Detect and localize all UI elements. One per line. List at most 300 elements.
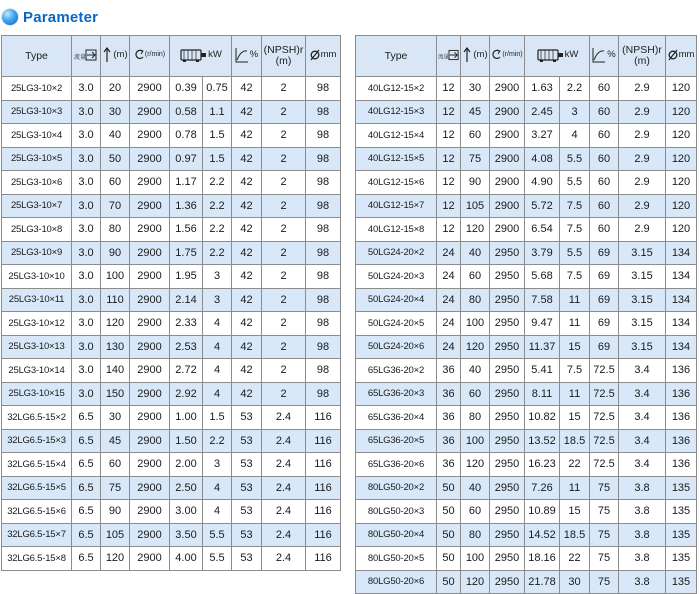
table-row xyxy=(2,429,341,453)
cell-flow: 3.0 xyxy=(72,312,101,336)
cell-speed: 2900 xyxy=(130,335,170,359)
header-speed xyxy=(130,36,170,77)
cell-efficiency: 42 xyxy=(232,288,262,312)
power-unit: kW xyxy=(564,49,579,60)
cell-type: 25LG3-10×9 xyxy=(2,241,72,265)
cell-head: 40 xyxy=(101,124,130,148)
cell-type: 25LG3-10×4 xyxy=(2,124,72,148)
cell-npsh: 2.4 xyxy=(262,453,306,477)
cell-speed: 2900 xyxy=(130,194,170,218)
cell-npsh: 2.4 xyxy=(262,476,306,500)
cell-efficiency: 53 xyxy=(232,453,262,477)
cell-flow: 36 xyxy=(437,429,461,453)
section-heading xyxy=(2,6,98,28)
cell-efficiency: 60 xyxy=(590,218,619,242)
cell-npsh: 3.4 xyxy=(619,406,666,430)
cell-speed: 2900 xyxy=(130,265,170,289)
cell-head: 100 xyxy=(461,547,490,571)
cell-flow: 3.0 xyxy=(72,288,101,312)
cell-shaft-power: 1.17 xyxy=(170,171,203,195)
cell-type: 25LG3-10×7 xyxy=(2,194,72,218)
header-efficiency xyxy=(232,36,262,77)
cell-npsh: 2.9 xyxy=(619,194,666,218)
cell-type: 40LG12-15×3 xyxy=(356,100,437,124)
cell-efficiency: 72.5 xyxy=(590,406,619,430)
cell-flow: 50 xyxy=(437,523,461,547)
cell-efficiency: 72.5 xyxy=(590,382,619,406)
cell-speed: 2900 xyxy=(490,147,525,171)
flow-rate-icon xyxy=(74,47,98,63)
cell-motor-power: 18.5 xyxy=(560,429,590,453)
cell-diameter: 120 xyxy=(666,194,697,218)
cell-npsh: 2 xyxy=(262,77,306,101)
table-row xyxy=(2,523,341,547)
cell-motor-power: 1.1 xyxy=(203,100,232,124)
cell-shaft-power: 4.08 xyxy=(525,147,560,171)
cell-head: 90 xyxy=(101,500,130,524)
cell-diameter: 120 xyxy=(666,100,697,124)
cell-speed: 2900 xyxy=(130,312,170,336)
svg-text:流量: 流量 xyxy=(437,54,449,61)
cell-shaft-power: 1.36 xyxy=(170,194,203,218)
header-diameter xyxy=(306,36,341,77)
cell-shaft-power: 3.27 xyxy=(525,124,560,148)
cell-efficiency: 42 xyxy=(232,218,262,242)
cell-speed: 2900 xyxy=(130,500,170,524)
cell-flow: 12 xyxy=(437,124,461,148)
cell-efficiency: 75 xyxy=(590,500,619,524)
cell-head: 60 xyxy=(461,124,490,148)
cell-diameter: 116 xyxy=(306,406,341,430)
cell-shaft-power: 3.50 xyxy=(170,523,203,547)
cell-shaft-power: 3.79 xyxy=(525,241,560,265)
table-row xyxy=(2,288,341,312)
cell-speed: 2950 xyxy=(490,382,525,406)
table-row xyxy=(2,241,341,265)
cell-diameter: 134 xyxy=(666,335,697,359)
cell-type: 80LG50-20×4 xyxy=(356,523,437,547)
cell-npsh: 2.9 xyxy=(619,218,666,242)
cell-shaft-power: 10.89 xyxy=(525,500,560,524)
motor-icon xyxy=(179,47,207,63)
cell-speed: 2900 xyxy=(130,171,170,195)
cell-type: 65LG36-20×3 xyxy=(356,382,437,406)
table-row xyxy=(356,194,697,218)
cell-diameter: 134 xyxy=(666,265,697,289)
cell-head: 110 xyxy=(101,288,130,312)
cell-efficiency: 53 xyxy=(232,547,262,571)
cell-type: 40LG12-15×8 xyxy=(356,218,437,242)
cell-type: 50LG24-20×4 xyxy=(356,288,437,312)
cell-type: 40LG12-15×5 xyxy=(356,147,437,171)
cell-speed: 2900 xyxy=(130,359,170,383)
cell-flow: 3.0 xyxy=(72,382,101,406)
table-row xyxy=(356,476,697,500)
cell-motor-power: 2.2 xyxy=(560,77,590,101)
table-row xyxy=(356,77,697,101)
cell-head: 120 xyxy=(461,335,490,359)
cell-head: 20 xyxy=(101,77,130,101)
cell-diameter: 116 xyxy=(306,547,341,571)
cell-speed: 2950 xyxy=(490,265,525,289)
table-row xyxy=(2,453,341,477)
table-row xyxy=(356,218,697,242)
cell-npsh: 3.4 xyxy=(619,382,666,406)
cell-type: 40LG12-15×7 xyxy=(356,194,437,218)
cell-speed: 2900 xyxy=(490,218,525,242)
cell-type: 80LG50-20×2 xyxy=(356,476,437,500)
cell-diameter: 120 xyxy=(666,218,697,242)
cell-head: 30 xyxy=(461,77,490,101)
cell-efficiency: 42 xyxy=(232,382,262,406)
cell-head: 40 xyxy=(461,241,490,265)
cell-type: 80LG50-20×5 xyxy=(356,547,437,571)
cell-shaft-power: 5.68 xyxy=(525,265,560,289)
table-row xyxy=(356,312,697,336)
header-speed xyxy=(490,36,525,77)
cell-head: 100 xyxy=(461,429,490,453)
table-row xyxy=(2,77,341,101)
cell-npsh: 2 xyxy=(262,218,306,242)
cell-speed: 2900 xyxy=(130,429,170,453)
cell-npsh: 2 xyxy=(262,312,306,336)
cell-motor-power: 5.5 xyxy=(560,171,590,195)
cell-diameter: 135 xyxy=(666,500,697,524)
cell-motor-power: 7.5 xyxy=(560,265,590,289)
cell-motor-power: 11 xyxy=(560,476,590,500)
cell-shaft-power: 4.90 xyxy=(525,171,560,195)
cell-motor-power: 11 xyxy=(560,288,590,312)
cell-efficiency: 69 xyxy=(590,241,619,265)
table-row xyxy=(2,265,341,289)
cell-shaft-power: 1.95 xyxy=(170,265,203,289)
cell-head: 105 xyxy=(101,523,130,547)
cell-motor-power: 1.5 xyxy=(203,147,232,171)
cell-head: 40 xyxy=(461,359,490,383)
flow-rate-icon xyxy=(438,47,460,63)
cell-speed: 2950 xyxy=(490,288,525,312)
table-row xyxy=(356,453,697,477)
cell-efficiency: 75 xyxy=(590,476,619,500)
cell-speed: 2900 xyxy=(130,476,170,500)
cell-efficiency: 60 xyxy=(590,147,619,171)
cell-flow: 12 xyxy=(437,171,461,195)
header-type: Type xyxy=(356,36,437,77)
cell-head: 60 xyxy=(101,453,130,477)
cell-efficiency: 69 xyxy=(590,335,619,359)
cell-motor-power: 15 xyxy=(560,500,590,524)
table-row xyxy=(356,570,697,594)
cell-head: 140 xyxy=(101,359,130,383)
header-head xyxy=(101,36,130,77)
cell-shaft-power: 2.00 xyxy=(170,453,203,477)
cell-shaft-power: 8.11 xyxy=(525,382,560,406)
cell-shaft-power: 1.75 xyxy=(170,241,203,265)
cell-efficiency: 60 xyxy=(590,194,619,218)
cell-speed: 2900 xyxy=(130,547,170,571)
cell-flow: 6.5 xyxy=(72,523,101,547)
cell-flow: 6.5 xyxy=(72,500,101,524)
cell-diameter: 120 xyxy=(666,147,697,171)
cell-flow: 6.5 xyxy=(72,453,101,477)
cell-flow: 6.5 xyxy=(72,476,101,500)
cell-motor-power: 7.5 xyxy=(560,194,590,218)
cell-speed: 2900 xyxy=(490,100,525,124)
cell-shaft-power: 14.52 xyxy=(525,523,560,547)
cell-npsh: 3.15 xyxy=(619,241,666,265)
cell-speed: 2950 xyxy=(490,570,525,594)
cell-flow: 3.0 xyxy=(72,77,101,101)
npsh-unit: (m) xyxy=(275,55,292,67)
cell-efficiency: 42 xyxy=(232,265,262,289)
cell-head: 90 xyxy=(101,241,130,265)
cell-speed: 2950 xyxy=(490,429,525,453)
cell-flow: 6.5 xyxy=(72,406,101,430)
cell-shaft-power: 1.00 xyxy=(170,406,203,430)
cell-diameter: 136 xyxy=(666,453,697,477)
cell-type: 50LG24-20×6 xyxy=(356,335,437,359)
cell-head: 120 xyxy=(461,570,490,594)
cell-shaft-power: 0.58 xyxy=(170,100,203,124)
rotation-speed-icon xyxy=(491,47,501,63)
diameter-unit: mm xyxy=(320,49,337,60)
head-arrow-icon xyxy=(462,47,472,63)
cell-type: 50LG24-20×2 xyxy=(356,241,437,265)
cell-motor-power: 5.5 xyxy=(560,241,590,265)
cell-motor-power: 3 xyxy=(560,100,590,124)
table-row xyxy=(2,500,341,524)
cell-shaft-power: 2.14 xyxy=(170,288,203,312)
cell-flow: 3.0 xyxy=(72,335,101,359)
cell-flow: 3.0 xyxy=(72,359,101,383)
cell-diameter: 116 xyxy=(306,476,341,500)
table-row xyxy=(356,500,697,524)
cell-npsh: 2.9 xyxy=(619,171,666,195)
cell-motor-power: 2.2 xyxy=(203,429,232,453)
cell-efficiency: 53 xyxy=(232,523,262,547)
cell-flow: 12 xyxy=(437,218,461,242)
cell-diameter: 98 xyxy=(306,147,341,171)
cell-speed: 2900 xyxy=(130,288,170,312)
cell-shaft-power: 2.50 xyxy=(170,476,203,500)
table-row xyxy=(356,523,697,547)
cell-shaft-power: 5.41 xyxy=(525,359,560,383)
cell-flow: 6.5 xyxy=(72,429,101,453)
cell-type: 50LG24-20×5 xyxy=(356,312,437,336)
table-row xyxy=(356,288,697,312)
cell-type: 25LG3-10×14 xyxy=(2,359,72,383)
cell-speed: 2900 xyxy=(130,124,170,148)
cell-diameter: 136 xyxy=(666,382,697,406)
cell-motor-power: 5.5 xyxy=(560,147,590,171)
cell-motor-power: 3 xyxy=(203,453,232,477)
head-unit: (m) xyxy=(113,49,128,60)
cell-npsh: 2 xyxy=(262,100,306,124)
cell-type: 32LG6.5-15×4 xyxy=(2,453,72,477)
cell-flow: 36 xyxy=(437,406,461,430)
cell-head: 40 xyxy=(461,476,490,500)
cell-efficiency: 75 xyxy=(590,570,619,594)
cell-shaft-power: 7.26 xyxy=(525,476,560,500)
cell-npsh: 2.4 xyxy=(262,500,306,524)
cell-diameter: 120 xyxy=(666,124,697,148)
cell-speed: 2900 xyxy=(490,77,525,101)
parameter-table-right xyxy=(355,35,697,594)
table-row xyxy=(2,100,341,124)
cell-diameter: 98 xyxy=(306,77,341,101)
cell-npsh: 3.15 xyxy=(619,288,666,312)
cell-npsh: 2.9 xyxy=(619,147,666,171)
cell-flow: 12 xyxy=(437,194,461,218)
cell-motor-power: 1.5 xyxy=(203,406,232,430)
cell-shaft-power: 5.72 xyxy=(525,194,560,218)
cell-shaft-power: 0.78 xyxy=(170,124,203,148)
section-title: Parameter xyxy=(23,8,99,26)
cell-type: 80LG50-20×6 xyxy=(356,570,437,594)
cell-head: 80 xyxy=(461,406,490,430)
cell-motor-power: 11 xyxy=(560,312,590,336)
cell-efficiency: 42 xyxy=(232,335,262,359)
cell-diameter: 134 xyxy=(666,241,697,265)
cell-flow: 24 xyxy=(437,265,461,289)
cell-shaft-power: 2.53 xyxy=(170,335,203,359)
cell-type: 32LG6.5-15×8 xyxy=(2,547,72,571)
cell-head: 90 xyxy=(461,171,490,195)
cell-diameter: 98 xyxy=(306,359,341,383)
cell-diameter: 98 xyxy=(306,382,341,406)
cell-flow: 24 xyxy=(437,241,461,265)
header-power xyxy=(525,36,590,77)
cell-npsh: 3.8 xyxy=(619,547,666,571)
cell-motor-power: 4 xyxy=(203,335,232,359)
header-type: Type xyxy=(2,36,72,77)
cell-type: 65LG36-20×2 xyxy=(356,359,437,383)
cell-diameter: 134 xyxy=(666,288,697,312)
cell-type: 80LG50-20×3 xyxy=(356,500,437,524)
cell-motor-power: 22 xyxy=(560,547,590,571)
cell-npsh: 2.9 xyxy=(619,100,666,124)
cell-diameter: 136 xyxy=(666,429,697,453)
cell-shaft-power: 1.50 xyxy=(170,429,203,453)
cell-motor-power: 22 xyxy=(560,453,590,477)
table-row xyxy=(2,194,341,218)
cell-shaft-power: 21.78 xyxy=(525,570,560,594)
cell-type: 25LG3-10×15 xyxy=(2,382,72,406)
cell-head: 60 xyxy=(461,265,490,289)
table-row xyxy=(356,382,697,406)
cell-efficiency: 42 xyxy=(232,312,262,336)
cell-head: 80 xyxy=(101,218,130,242)
table-row xyxy=(2,382,341,406)
cell-head: 100 xyxy=(101,265,130,289)
cell-flow: 50 xyxy=(437,476,461,500)
cell-shaft-power: 7.58 xyxy=(525,288,560,312)
cell-speed: 2950 xyxy=(490,335,525,359)
cell-npsh: 2 xyxy=(262,171,306,195)
cell-speed: 2950 xyxy=(490,241,525,265)
cell-speed: 2900 xyxy=(130,77,170,101)
cell-type: 65LG36-20×5 xyxy=(356,429,437,453)
cell-speed: 2950 xyxy=(490,523,525,547)
cell-npsh: 3.15 xyxy=(619,265,666,289)
efficiency-curve-icon xyxy=(235,47,249,63)
cell-flow: 24 xyxy=(437,312,461,336)
table-row xyxy=(2,335,341,359)
cell-head: 120 xyxy=(101,312,130,336)
header-flow xyxy=(437,36,461,77)
cell-type: 32LG6.5-15×5 xyxy=(2,476,72,500)
table-row xyxy=(2,476,341,500)
cell-efficiency: 69 xyxy=(590,265,619,289)
table-row xyxy=(2,147,341,171)
cell-motor-power: 0.75 xyxy=(203,77,232,101)
cell-shaft-power: 2.92 xyxy=(170,382,203,406)
cell-diameter: 98 xyxy=(306,124,341,148)
cell-head: 80 xyxy=(461,523,490,547)
cell-type: 25LG3-10×5 xyxy=(2,147,72,171)
efficiency-unit: % xyxy=(249,49,259,60)
cell-npsh: 3.8 xyxy=(619,523,666,547)
cell-shaft-power: 1.56 xyxy=(170,218,203,242)
cell-diameter: 98 xyxy=(306,288,341,312)
cell-shaft-power: 18.16 xyxy=(525,547,560,571)
cell-flow: 12 xyxy=(437,147,461,171)
cell-shaft-power: 3.00 xyxy=(170,500,203,524)
cell-head: 70 xyxy=(101,194,130,218)
cell-head: 100 xyxy=(461,312,490,336)
cell-shaft-power: 0.97 xyxy=(170,147,203,171)
header-head xyxy=(461,36,490,77)
cell-speed: 2950 xyxy=(490,453,525,477)
cell-efficiency: 69 xyxy=(590,288,619,312)
cell-efficiency: 42 xyxy=(232,147,262,171)
cell-motor-power: 2.2 xyxy=(203,241,232,265)
cell-shaft-power: 9.47 xyxy=(525,312,560,336)
cell-type: 50LG24-20×3 xyxy=(356,265,437,289)
cell-motor-power: 2.2 xyxy=(203,171,232,195)
cell-speed: 2950 xyxy=(490,547,525,571)
cell-npsh: 3.8 xyxy=(619,570,666,594)
cell-efficiency: 53 xyxy=(232,406,262,430)
cell-diameter: 116 xyxy=(306,523,341,547)
cell-efficiency: 75 xyxy=(590,523,619,547)
cell-head: 45 xyxy=(461,100,490,124)
cell-efficiency: 60 xyxy=(590,77,619,101)
cell-head: 80 xyxy=(461,288,490,312)
header-power xyxy=(170,36,232,77)
cell-npsh: 3.4 xyxy=(619,359,666,383)
cell-diameter: 136 xyxy=(666,359,697,383)
cell-efficiency: 53 xyxy=(232,500,262,524)
cell-type: 32LG6.5-15×6 xyxy=(2,500,72,524)
cell-type: 40LG12-15×6 xyxy=(356,171,437,195)
cell-shaft-power: 2.72 xyxy=(170,359,203,383)
speed-unit: (r/min) xyxy=(144,51,166,58)
cell-diameter: 98 xyxy=(306,335,341,359)
cell-motor-power: 18.5 xyxy=(560,523,590,547)
cell-type: 65LG36-20×6 xyxy=(356,453,437,477)
cell-diameter: 135 xyxy=(666,570,697,594)
cell-speed: 2900 xyxy=(130,147,170,171)
table-header-row xyxy=(2,36,341,77)
diameter-icon xyxy=(310,49,320,61)
power-unit: kW xyxy=(208,49,222,60)
cell-diameter: 116 xyxy=(306,429,341,453)
blue-bullet-icon xyxy=(2,9,18,25)
cell-efficiency: 53 xyxy=(232,476,262,500)
cell-flow: 50 xyxy=(437,547,461,571)
cell-npsh: 2 xyxy=(262,288,306,312)
